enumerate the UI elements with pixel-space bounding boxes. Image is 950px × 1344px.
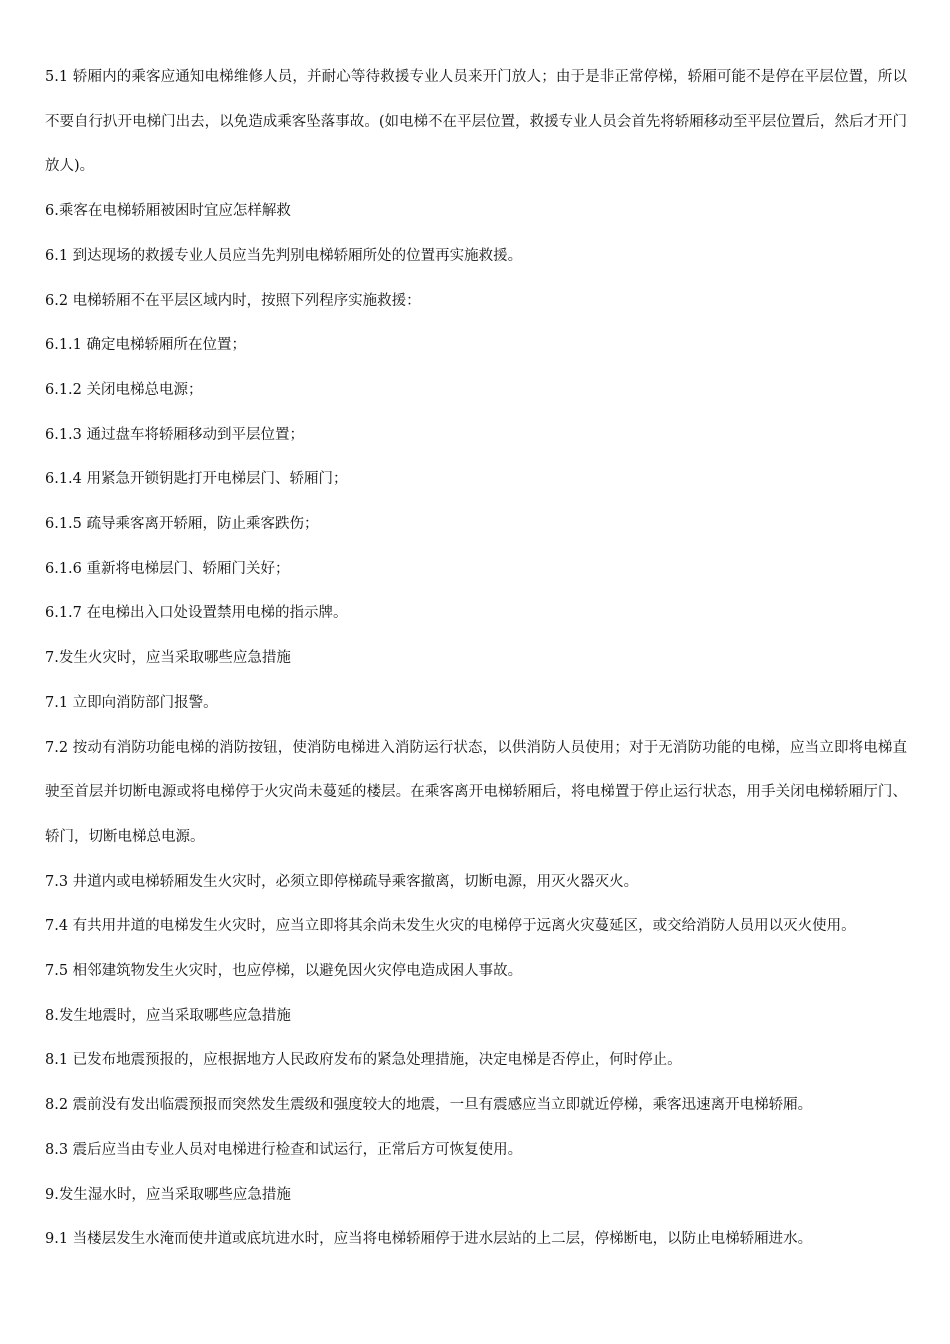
step-6-1-2: 6.1.2 关闭电梯总电源； (45, 381, 203, 398)
heading-9: 9.发生湿水时，应当采取哪些应急措施 (45, 1186, 291, 1203)
paragraph-7-4: 7.4 有共用井道的电梯发生火灾时，应当立即将其余尚未发生火灾的电梯停于远离火灾蔓延区，或交给消防人员用以灭火使用。 (45, 918, 856, 935)
paragraph-7-3: 7.3 井道内或电梯轿厢发生火灾时，必须立即停梯疏导乘客撤离，切断电源，用灭火器灭火。 (45, 873, 639, 890)
document-body (45, 55, 907, 1262)
heading-7: 7.发生火灾时，应当采取哪些应急措施 (45, 650, 291, 667)
step-6-1-6: 6.1.6 重新将电梯层门、轿厢门关好； (45, 560, 290, 577)
heading-6: 6.乘客在电梯轿厢被困时宜应怎样解救 (45, 203, 291, 220)
paragraph-9-1: 9.1 当楼层发生水淹而使井道或底坑进水时，应当将电梯轿厢停于进水层站的上二层，停梯断电，以防止电梯轿厢进水。 (45, 1231, 813, 1248)
step-6-1-5: 6.1.5 疏导乘客离开轿厢，防止乘客跌伤； (45, 516, 319, 533)
step-6-1-1: 6.1.1 确定电梯轿厢所在位置； (45, 337, 247, 354)
paragraph-8-1: 8.1 已发布地震预报的，应根据地方人民政府发布的紧急处理措施，决定电梯是否停止，何时停止。 (45, 1052, 682, 1069)
paragraph-8-2: 8.2 震前没有发出临震预报而突然发生震级和强度较大的地震，一旦有震感应当立即就近停梯，乘客迅速离开电梯轿厢。 (45, 1097, 813, 1114)
step-6-1-4: 6.1.4 用紧急开锁钥匙打开电梯层门、轿厢门； (45, 471, 348, 488)
step-6-1-7: 6.1.7 在电梯出入口处设置禁用电梯的指示牌。 (45, 605, 348, 622)
step-6-1-3: 6.1.3 通过盘车将轿厢移动到平层位置； (45, 426, 305, 443)
paragraph-5-1: 5.1 轿厢内的乘客应通知电梯维修人员，并耐心等待救援专业人员来开门放人；由于是非正常停梯，轿厢可能不是停在平层位置，所以不要自行扒开电梯门出去，以免造成乘客坠落事故。(如电梯不在平层位置，救援专业人员会首先将轿厢移动至平层位置后，然后才开门放人)。 (45, 69, 907, 175)
paragraph-7-1: 7.1 立即向消防部门报警。 (45, 694, 218, 711)
paragraph-8-3: 8.3 震后应当由专业人员对电梯进行检查和试运行，正常后方可恢复使用。 (45, 1141, 523, 1158)
paragraph-7-5: 7.5 相邻建筑物发生火灾时，也应停梯，以避免因火灾停电造成困人事故。 (45, 963, 523, 980)
heading-8: 8.发生地震时，应当采取哪些应急措施 (45, 1007, 291, 1024)
paragraph-6-2: 6.2 电梯轿厢不在平层区域内时，按照下列程序实施救援： (45, 292, 421, 309)
paragraph-6-1: 6.1 到达现场的救援专业人员应当先判别电梯轿厢所处的位置再实施救援。 (45, 247, 523, 264)
paragraph-7-2: 7.2 按动有消防功能电梯的消防按钮，使消防电梯进入消防运行状态，以供消防人员使用；对于无消防功能的电梯，应当立即将电梯直驶至首层并切断电源或将电梯停于火灾尚未蔓延的楼层。在乘客离开电梯轿厢后，将电梯置于停止运行状态，用手关闭电梯轿厢厅门、轿门，切断电梯总电源。 (45, 739, 907, 845)
